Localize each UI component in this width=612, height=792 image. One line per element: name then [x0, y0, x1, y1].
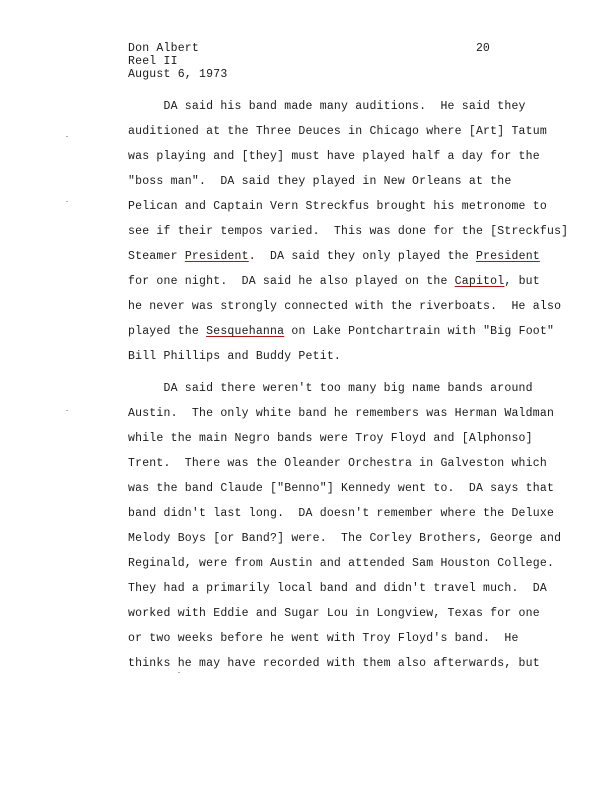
line-text: or two weeks before he went with Troy Floyd's band. He — [128, 632, 519, 645]
scan-speck — [66, 201, 68, 202]
transcript-line — [128, 250, 540, 264]
line-text: Austin. The only white band he remembers was Herman Waldman — [128, 407, 555, 420]
transcript-line — [128, 100, 526, 114]
transcript-line — [128, 457, 547, 471]
page-number: 20 — [476, 42, 490, 55]
line-text: thinks he may have recorded with them also afterwards, but — [128, 657, 540, 670]
transcript-line — [128, 300, 561, 314]
transcript-line — [128, 557, 554, 571]
line-text: Reginald, were from Austin and attended Sam Houston College. — [128, 557, 555, 570]
transcript-line — [128, 225, 568, 239]
line-text: DA said there weren't too many big name bands around — [128, 382, 533, 395]
line-text: on Lake Pontchartrain with "Big Foot" — [284, 325, 555, 338]
vessel-name: President — [184, 250, 249, 263]
vessel-name: President — [475, 250, 540, 263]
line-text: Steamer — [128, 250, 185, 263]
line-text: he never was strongly connected with the riverboats. He also — [128, 300, 562, 313]
interview-date: August 6, 1973 — [128, 68, 228, 81]
transcript-line — [128, 407, 554, 421]
transcript-line — [128, 175, 511, 189]
line-text: "boss man". DA said they played in New Orleans at the — [128, 175, 512, 188]
transcript-line — [128, 607, 540, 621]
transcript-line — [128, 632, 519, 646]
transcript-line — [128, 325, 554, 339]
reel-label: Reel II — [128, 55, 178, 68]
transcript-line — [128, 582, 547, 596]
interviewee-name: Don Albert — [128, 42, 200, 55]
vessel-name: Capitol — [454, 275, 505, 288]
transcript-line — [128, 150, 540, 164]
transcript-line — [128, 275, 540, 289]
vessel-name: Sesquehanna — [206, 325, 285, 338]
transcript-line — [128, 482, 554, 496]
transcript-line — [128, 507, 554, 521]
document-header — [128, 42, 227, 81]
transcript-line — [128, 200, 547, 214]
line-text: while the main Negro bands were Troy Floyd and [Alphonso] — [128, 432, 533, 445]
line-text: was the band Claude ["Benno"] Kennedy went to. DA says that — [128, 482, 555, 495]
line-text: for one night. DA said he also played on the — [128, 275, 455, 288]
line-text: band didn't last long. DA doesn't remember where the Deluxe — [128, 507, 555, 520]
transcript-line — [128, 382, 533, 396]
line-text: Trent. There was the Oleander Orchestra in Galveston which — [128, 457, 547, 470]
transcript-line — [128, 432, 533, 446]
line-text: , but — [504, 275, 540, 288]
line-text: They had a primarily local band and didn't travel much. DA — [128, 582, 547, 595]
line-text: Melody Boys [or Band?] were. The Corley Brothers, George and — [128, 532, 562, 545]
line-text: was playing and [they] must have played half a day for the — [128, 150, 540, 163]
line-text: Pelican and Captain Vern Streckfus brought his metronome to — [128, 200, 547, 213]
line-text: worked with Eddie and Sugar Lou in Longview, Texas for one — [128, 607, 540, 620]
line-text: played the — [128, 325, 207, 338]
transcript-line — [128, 125, 547, 139]
line-text: Bill Phillips and Buddy Petit. — [128, 350, 342, 363]
line-text: . DA said they only played the — [248, 250, 476, 263]
transcript-line — [128, 350, 341, 364]
transcript-line — [128, 532, 561, 546]
scan-speck — [66, 136, 68, 137]
line-text: see if their tempos varied. This was done for the [Streckfus] — [128, 225, 569, 238]
transcript-line — [128, 657, 540, 671]
scan-speck — [66, 410, 68, 411]
scan-speck — [178, 672, 180, 673]
line-text: DA said his band made many auditions. He said they — [128, 100, 526, 113]
line-text: auditioned at the Three Deuces in Chicago where [Art] Tatum — [128, 125, 547, 138]
